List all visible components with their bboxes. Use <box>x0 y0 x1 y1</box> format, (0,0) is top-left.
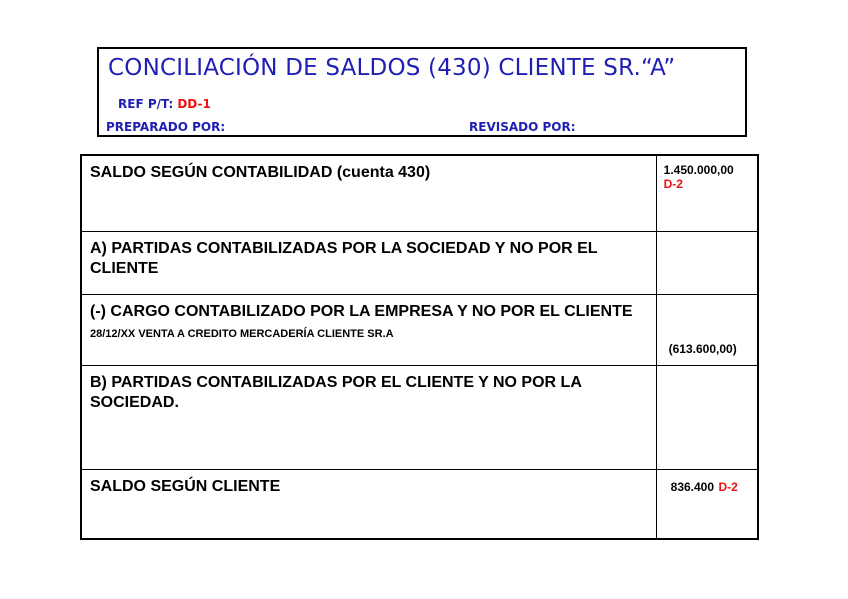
page-title: CONCILIACIÓN DE SALDOS (430) CLIENTE SR.“A” <box>108 55 676 81</box>
row-label: (-) CARGO CONTABILIZADO POR LA EMPRESA Y NO POR EL CLIENTE <box>90 302 633 320</box>
ref-value: DD-1 <box>177 97 211 111</box>
row-amount: 836.400 <box>670 479 715 494</box>
row-amount-cell <box>656 231 758 294</box>
row-ref: D-2 <box>718 479 738 494</box>
row-amount-cell <box>656 155 758 231</box>
table-row <box>81 469 758 539</box>
reconciliation-table <box>80 154 759 540</box>
row-amount: 1.450.000,00 <box>663 163 734 177</box>
row-description <box>81 294 656 365</box>
row-amount-cell <box>656 365 758 469</box>
table-row <box>81 365 758 469</box>
prepared-by-label: PREPARADO POR: <box>106 120 226 134</box>
row-label: SALDO SEGÚN CONTABILIDAD (cuenta 430) <box>90 164 431 181</box>
header-box <box>97 47 747 137</box>
row-amount-cell <box>656 469 758 539</box>
table-row <box>81 294 758 365</box>
ref-line <box>118 97 211 111</box>
table-row <box>81 155 758 231</box>
row-description <box>81 155 656 231</box>
row-description <box>81 365 656 469</box>
row-ref: D-2 <box>663 177 683 191</box>
row-detail: 28/12/XX VENTA A CREDITO MERCADERÍA CLIENTE SR.A <box>90 327 394 340</box>
row-amount: (613.600,00) <box>668 341 737 356</box>
row-amount-cell <box>656 294 758 365</box>
row-description <box>81 231 656 294</box>
row-label: B) PARTIDAS CONTABILIZADAS POR EL CLIENTE Y NO POR LA SOCIEDAD. <box>90 373 582 411</box>
row-label: SALDO SEGÚN CLIENTE <box>90 477 281 495</box>
table-row <box>81 231 758 294</box>
row-label: A) PARTIDAS CONTABILIZADAS POR LA SOCIEDAD Y NO POR EL CLIENTE <box>90 239 598 277</box>
ref-label: REF P/T: <box>118 97 174 111</box>
row-description <box>81 469 656 539</box>
reviewed-by-label: REVISADO POR: <box>469 120 576 134</box>
